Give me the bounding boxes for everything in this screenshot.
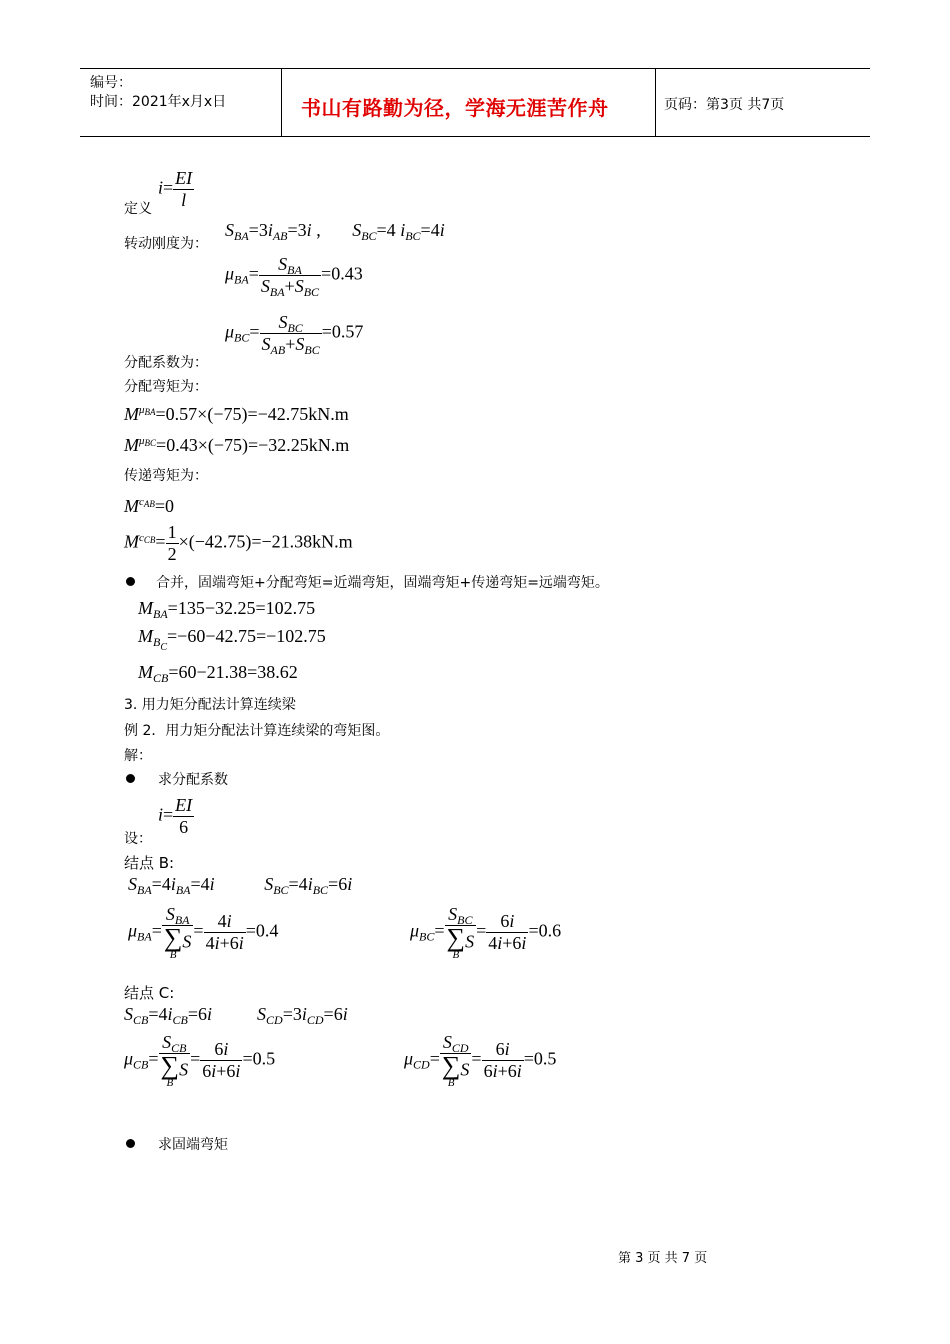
- bullet-icon: [126, 774, 135, 783]
- define-label: 定义: [124, 201, 152, 217]
- formula-m-cb-total: $M_{CB}=60-21.38=38.62$: [138, 662, 298, 685]
- header-divider-right: [655, 68, 656, 136]
- formula-m-c-cb: $M^{c_{CB}}=$ $\frac{1}{2}$ ×(−42.75)=−21.38kN.m: [124, 522, 353, 564]
- formula-m-c-ab: $M^{c_{AB}}=0$: [124, 496, 175, 516]
- formula-m-bc-total: $M_{B_C}=-60-42.75=-102.75$: [138, 626, 326, 653]
- formula-mu-bc: $\mu_{BC}=$ $\frac{S_{BC}}{S_{AB}+S_{BC}}$ =0.57: [225, 312, 364, 357]
- header-top-rule: [80, 68, 870, 69]
- solution-label: 解：: [124, 748, 152, 764]
- combine-text: 合并，固端弯矩+分配弯矩=近端弯矩，固端弯矩+传递弯矩=远端弯矩。: [156, 575, 609, 591]
- example-2-text: 例 2．用力矩分配法计算连续梁的弯矩图。: [124, 723, 390, 739]
- header-motto: 书山有路勤为径，学海无涯苦作舟: [301, 96, 609, 120]
- formula-i-six: i= $\frac{EI}{6}$: [158, 795, 193, 837]
- node-b-label: 结点 B:: [124, 854, 175, 872]
- find-factor-text: 求分配系数: [158, 772, 228, 788]
- header-number: 编号：: [90, 75, 132, 91]
- formula-m-mu-ba: $M^{\mu_{BA}}=0.57\times(-75)=-42.75kN.m$: [124, 404, 349, 424]
- bullet-icon: [126, 1139, 135, 1148]
- formula-node-c-stiffness: $S_{CB}=4i_{CB}=6i$ $S_{CD}=3i_{CD}=6i$: [124, 1004, 348, 1027]
- formula-mu-ba: $\mu_{BA}=$ $\frac{S_{BA}}{S_{BA}+S_{BC}}$ =0.43: [225, 254, 363, 299]
- node-c-label: 结点 C:: [124, 984, 175, 1002]
- formula-i-definition: i= $\frac{EI}{l}$: [158, 168, 193, 210]
- header-bottom-rule: [80, 136, 870, 137]
- dist-moment-label: 分配弯矩为：: [124, 379, 208, 395]
- find-fixed-text: 求固端弯矩: [158, 1137, 228, 1153]
- header-date: 时间：2021年x月x日: [90, 94, 227, 110]
- formula-node-c-mu-cd: $\mu_{CD}=$ $S_{CD}$ ∑ B S = $\frac{6i}{6i+6i}$ =0.5: [404, 1032, 557, 1089]
- let-label: 设：: [124, 831, 152, 847]
- header-divider-left: [281, 68, 282, 136]
- formula-stiffness: $S_{BA}=3i_{AB}=3i$ , $S_{BC}=4$ $i_{BC}=4i$: [225, 220, 445, 243]
- formula-m-ba-total: $M_{BA}=135-32.25=102.75$: [138, 598, 316, 621]
- section-3-heading: 3. 用力矩分配法计算连续梁: [124, 697, 296, 713]
- formula-node-b-stiffness: $S_{BA}=4i_{BA}=4i$ $S_{BC}=4i_{BC}=6i$: [128, 874, 353, 897]
- formula-node-b-mu-bc: $\mu_{BC}=$ $S_{BC}$ ∑ B S = $\frac{6i}{4i+6i}$ =0.6: [410, 904, 562, 961]
- carry-moment-label: 传递弯矩为：: [124, 468, 208, 484]
- bullet-icon: [126, 577, 135, 586]
- formula-node-c-mu-cb: $\mu_{CB}=$ $S_{CB}$ ∑ B S = $\frac{6i}{6i+6i}$ =0.5: [124, 1032, 276, 1089]
- footer-page: 第 3 页 共 7 页: [618, 1251, 708, 1266]
- formula-node-b-mu-ba: $\mu_{BA}=$ $S_{BA}$ ∑ B S = $\frac{4i}{4i+6i}$ =0.4: [128, 904, 279, 961]
- header-page: 页码：第3页 共7页: [664, 97, 785, 113]
- formula-m-mu-bc: $M^{\mu_{BC}}=0.43\times(-75)=-32.25kN.m$: [124, 435, 350, 455]
- dist-factor-label: 分配系数为：: [124, 355, 208, 371]
- rot-stiffness-label: 转动刚度为：: [124, 236, 208, 252]
